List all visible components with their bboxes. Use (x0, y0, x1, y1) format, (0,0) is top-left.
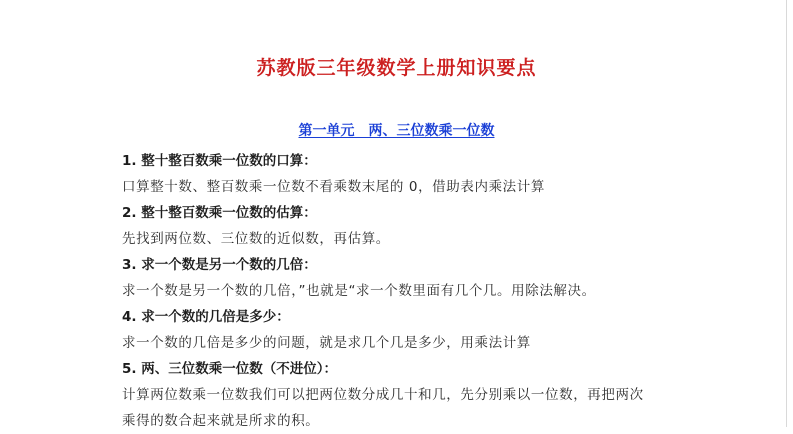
document-title: 苏教版三年级数学上册知识要点 (256, 57, 537, 79)
point-1-title: 1. 整十整百数乘一位数的口算： (122, 153, 317, 169)
point-2-text: 先找到两位数、三位数的近似数，再估算。 (122, 231, 390, 247)
unit-heading (0, 122, 793, 140)
point-4-text: 求一个数的几倍是多少的问题，就是求几个几是多少，用乘法计算 (122, 335, 531, 351)
point-1-text: 口算整十数、整百数乘一位数不看乘数末尾的 0，借助表内乘法计算 (122, 179, 545, 195)
unit-heading-link[interactable]: 第一单元 两、三位数乘一位数 (298, 123, 495, 139)
point-5-text-line-2: 乘得的数合起来就是所求的积。 (122, 413, 320, 429)
knowledge-points (122, 148, 782, 434)
point-2-title: 2. 整十整百数乘一位数的估算： (122, 205, 317, 221)
point-3-text: 求一个数是另一个数的几倍，”也就是“求一个数里面有几个几。用除法解决。 (122, 283, 596, 299)
point-3-title: 3. 求一个数是另一个数的几倍： (122, 257, 317, 273)
point-5-title: 5. 两、三位数乘一位数（不进位）： (122, 361, 337, 377)
point-5-text-line-1: 计算两位数乘一位数我们可以把两位数分成几十和几，先分别乘以一位数，再把两次 (122, 387, 644, 403)
point-4-title: 4. 求一个数的几倍是多少： (122, 309, 290, 325)
